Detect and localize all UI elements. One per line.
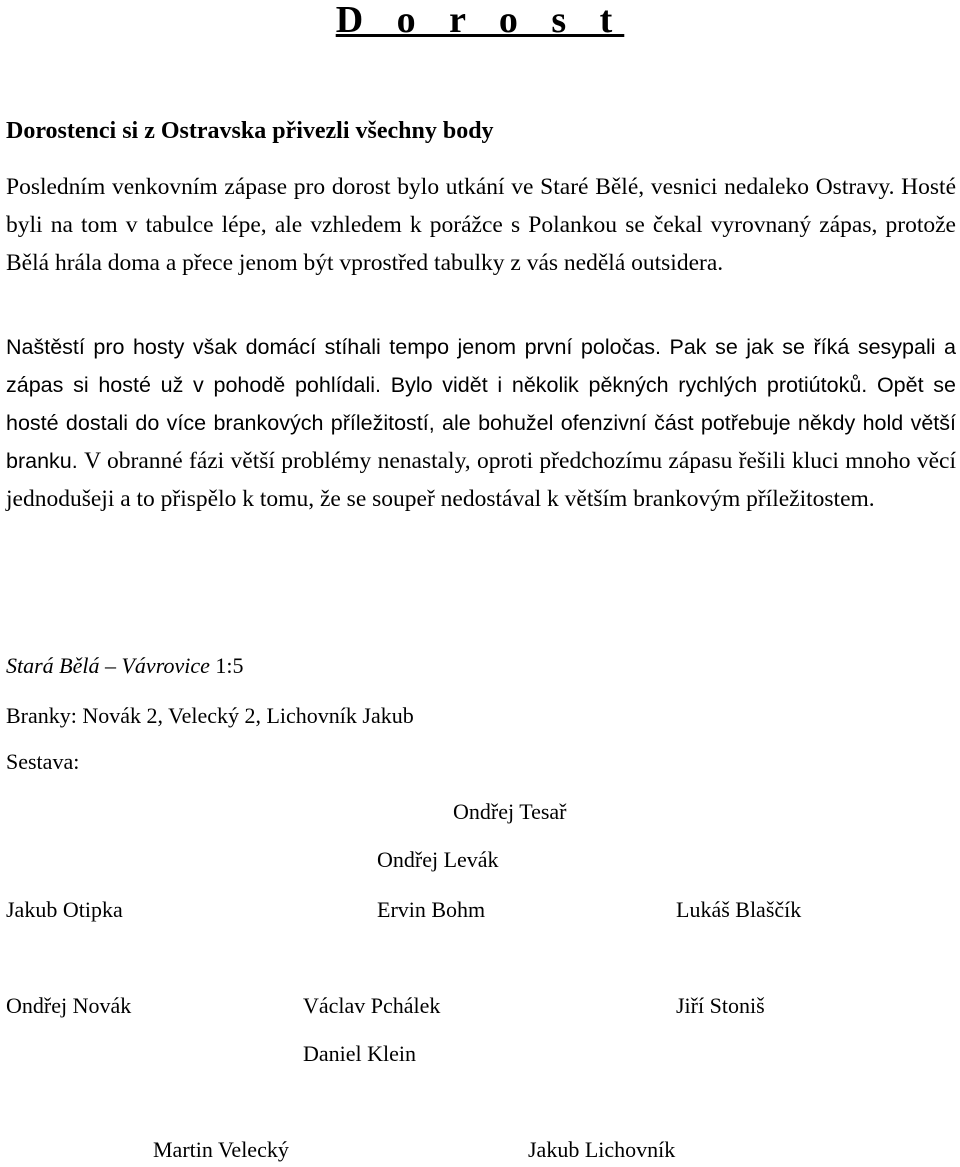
match-result (6, 652, 243, 680)
article-heading: Dorostenci si z Ostravska přivezli všechny body (6, 118, 494, 144)
player-defender-left: Jakub Otipka (6, 897, 123, 922)
player-sweeper: Ondřej Levák (377, 847, 499, 872)
article-paragraph-2 (6, 328, 956, 518)
page-title: D o r o s t (335, 0, 625, 41)
player-mid-left: Ondřej Novák (6, 993, 132, 1018)
player-defender-center: Ervin Bohm (377, 897, 486, 922)
player-defender-right: Lukáš Blaščík (676, 897, 802, 922)
player-mid-center: Václav Pchálek (303, 993, 441, 1018)
player-mid-right: Jiří Stoniš (676, 993, 765, 1018)
article-paragraph-1: Posledním venkovním zápase pro dorost bylo utkání ve Staré Bělé, vesnici nedaleko Ostravy. Hosté byli na tom v tabulce lépe, ale vzhledem k porážce s Polankou se čekal vyrovnaný zápas, protože Bělá hrála doma a přece jenom být vprostřed tabulky z vás nedělá outsidera. (6, 174, 956, 276)
player-mid-extra: Daniel Klein (303, 1041, 417, 1066)
player-goalkeeper: Ondřej Tesař (453, 799, 567, 824)
paragraph-2-serif-text: V obranné fázi větší problémy nenastaly, oproti předchozímu zápasu řešili kluci mnoho věcí jednodušeji a to přispělo k tomu, že se soupeř nedostával k větším brankovým příležitostem. (6, 448, 956, 512)
player-forward-left: Martin Velecký (153, 1137, 289, 1162)
player-forward-right: Jakub Lichovník (528, 1137, 676, 1162)
goal-scorers: Branky: Novák 2, Velecký 2, Lichovník Jakub (6, 703, 414, 728)
match-teams: Stará Bělá – Vávrovice (6, 653, 210, 678)
match-score: 1:5 (215, 653, 244, 678)
paragraph-2-sans-text: Naštěstí pro hosty však domácí stíhali tempo jenom první poločas. Pak se jak se říká sesypali a zápas si hosté už v pohodě pohlídali. Bylo vidět i několik pěkných rychlých protiútoků. Opět se hosté dostali do více brankových příležitostí, ale bohužel ofenzivní část potřebuje někdy hold větší branku. (6, 335, 956, 473)
lineup-label: Sestava: (6, 749, 80, 774)
